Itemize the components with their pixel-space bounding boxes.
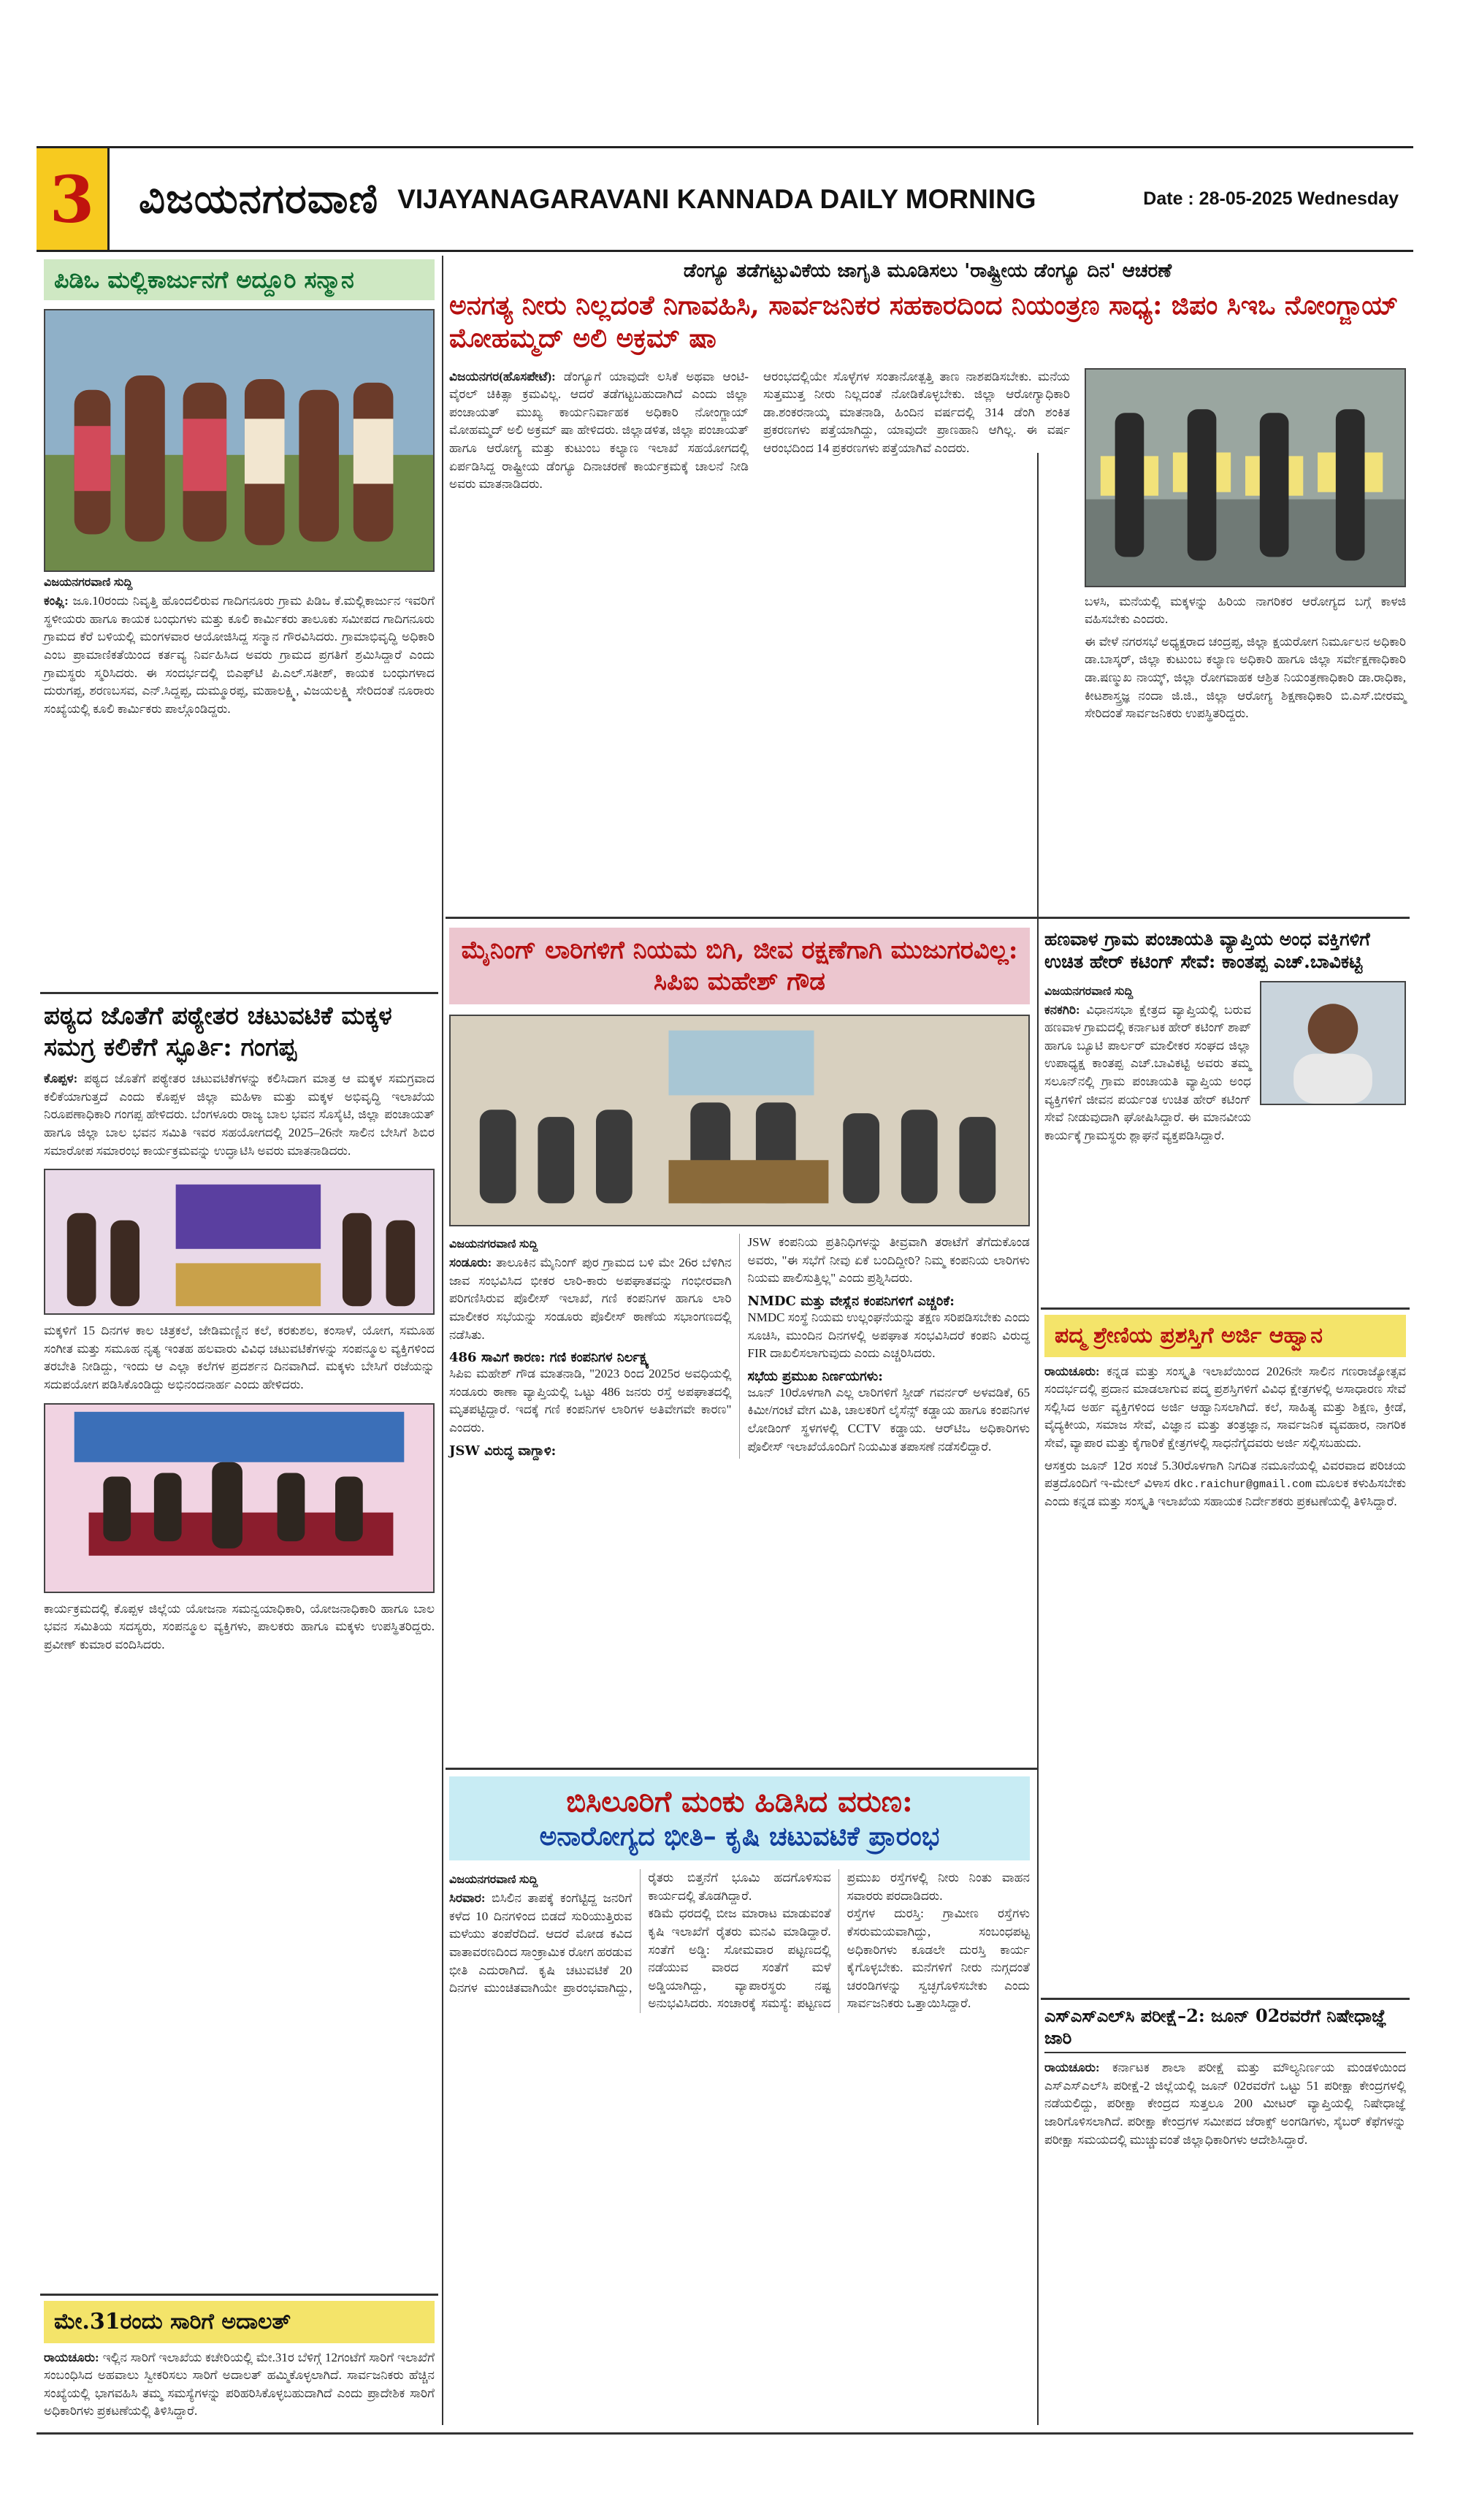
section-divider — [1041, 1998, 1410, 2000]
byline: ವಿಜಯನಗರವಾಣಿ ಸುದ್ದಿ — [1044, 985, 1134, 998]
article-body — [449, 1254, 732, 1344]
column-divider — [442, 256, 443, 2425]
dateline: ಸಂಡೂರು: — [449, 1256, 492, 1269]
headline: ಮೈನಿಂಗ್ ಲಾರಿಗಳಿಗೆ ನಿಯಮ ಬಿಗಿ, ಜೀವ ರಕ್ಷಣೆಗಾಗಿ ಮುಜುಗರವಿಲ್ಲ: ಸಿಪಿಐ ಮಹೇಶ್ ಗೌಡ — [449, 928, 1030, 1004]
subheading-body: ಸಿಪಿಐ ಮಹೇಶ್ ಗೌಡ ಮಾತನಾಡಿ, "2023 ರಿಂದ 2025ರ ಅವಧಿಯಲ್ಲಿ ಸಂಡೂರು ಠಾಣಾ ವ್ಯಾಪ್ತಿಯಲ್ಲಿ ಒಟ್ಟು 486 ಜನರು ರಸ್ತೆ ಅಪಘಾತದಲ್ಲಿ ಮೃತಪಟ್ಟಿದ್ದಾರೆ. ಇದಕ್ಕೆ ಗಣಿ ಕಂಪನಿಗಳ ಲಾರಿಗಳ ಅತಿವೇಗವೇ ಕಾರಣ" ಎಂದರು. — [449, 1367, 732, 1435]
section-divider — [40, 2294, 438, 2296]
article-body-closing: ರಸ್ತೆಗಳ ದುರಸ್ತಿ: ಗ್ರಾಮೀಣ ರಸ್ತೆಗಳು ಕೆಸರುಮಯವಾಗಿದ್ದು, ಸಂಬಂಧಪಟ್ಟ ಅಧಿಕಾರಿಗಳು ಕೂಡಲೇ ದುರಸ್ತಿ ಕಾರ್ಯ ಕೈಗೊಳ್ಳಬೇಕು. ಮನೆಗಳಿಗೆ ನೀರು ನುಗ್ಗದಂತೆ ಚರಂಡಿಗಳನ್ನು ಸ್ವಚ್ಛಗೊಳಿಸಬೇಕು ಎಂದು ಸಾರ್ವಜನಿಕರು ಒತ್ತಾಯಿಸಿದ್ದಾರೆ. — [846, 1906, 1030, 2011]
dateline: ರಾಯಚೂರು: — [1044, 2061, 1100, 2074]
article-body-col1 — [449, 368, 749, 494]
article-body-closing: ಕಾರ್ಯಕ್ರಮದಲ್ಲಿ ಕೊಪ್ಪಳ ಜಿಲ್ಲೆಯ ಯೋಜನಾ ಸಮನ್ವಯಾಧಿಕಾರಿ, ಯೋಜನಾಧಿಕಾರಿ ಹಾಗೂ ಬಾಲ ಭವನ ಸಮಿತಿಯ ಸದಸ್ಯರು, ಸಂಪನ್ಮೂಲ ವ್ಯಕ್ತಿಗಳು, ಪಾಲಕರು ಹಾಗೂ ಮಕ್ಕಳು ಉಪಸ್ಥಿತರಿದ್ದರು. ಪ್ರವೀಣ್ ಕುಮಾರ ವಂದಿಸಿದರು. — [44, 1601, 435, 1652]
dateline: ವಿಜಯನಗರ(ಹೊಸಪೇಟೆ): — [449, 369, 556, 383]
page-bottom-rule — [37, 2432, 1413, 2435]
body-text: ತಾಲೂಕಿನ ಮೈನಿಂಗ್ ಪುರ ಗ್ರಾಮದ ಬಳಿ ಮೇ 26ರ ಬೆಳಿಗಿನ ಜಾವ ಸಂಭವಿಸಿದ ಭೀಕರ ಲಾರಿ-ಕಾರು ಅಪಘಾತವನ್ನು ಗಂಭೀರವಾಗಿ ಪರಿಗಣಿಸಿರುವ ಪೊಲೀಸ್ ಇಲಾಖೆ, ಗಣಿ ಕಂಪನಿಗಳ ಹಾಗೂ ಲಾರಿ ಮಾಲೀಕರ ಸಭೆಯನ್ನು ಸಂಡೂರು ಪೊಲೀಸ್ ಠಾಣೆಯ ಸಭಾಂಗಣದಲ್ಲಿ ನಡೆಸಿತು. — [449, 1256, 732, 1342]
headline: ಪಠ್ಯದ ಜೊತೆಗೆ ಪಠ್ಯೇತರ ಚಟುವಟಿಕೆ ಮಕ್ಕಳ ಸಮಗ್ರ ಕಲಿಕೆಗೆ ಸ್ಫೂರ್ತಿ: ಗಂಗಪ್ಪ — [44, 1001, 392, 1062]
article-body-col2: ಆರಂಭದಲ್ಲಿಯೇ ಸೊಳ್ಳೆಗಳ ಸಂತಾನೋತ್ಪತ್ತಿ ತಾಣ ನಾಶಪಡಿಸಬೇಕು. ಮನೆಯ ಸುತ್ತಮುತ್ತ ನೀರು ನಿಲ್ಲದಂತೆ ನೋಡಿಕೊಳ್ಳಬೇಕು. ಜಿಲ್ಲಾ ಆರೋಗ್ಯಾಧಿಕಾರಿ ಡಾ.ಶಂಕರನಾಯ್ಕ ಮಾತನಾಡಿ, ಹಿಂದಿನ ವರ್ಷದಲ್ಲಿ 314 ಡೆಂಗಿ ಶಂಕಿತ ಪ್ರಕರಣಗಳು ಪತ್ತೆಯಾಗಿದ್ದು, ಯಾವುದೇ ಪ್ರಾಣಹಾನಿ ಆಗಿಲ್ಲ. ಈ ವರ್ಷ ಆರಂಭದಿಂದ 14 ಪ್ರಕರಣಗಳು ಪತ್ತೆಯಾಗಿವೆ ಎಂದರು. — [763, 369, 1070, 456]
body-text: ಡೆಂಗ್ಯೂಗೆ ಯಾವುದೇ ಲಸಿಕೆ ಅಥವಾ ಆಂಟಿ-ವೈರಲ್ ಚಿಕಿತ್ಸಾ ಕ್ರಮವಿಲ್ಲ. ಆದರೆ ತಡೆಗಟ್ಟಬಹುದಾಗಿದೆ ಎಂದು ಜಿಲ್ಲಾ ಪಂಚಾಯತ್ ಮುಖ್ಯ ಕಾರ್ಯನಿರ್ವಾಹಕ ಅಧಿಕಾರಿ ನೋಂಗ್ಜಾಯ್ ಮೋಹಮ್ಮದ್ ಅಲಿ ಅಕ್ರಮ್ ಷಾ ಹೇಳಿದರು. ಜಿಲ್ಲಾಡಳಿತ, ಜಿಲ್ಲಾ ಪಂಚಾಯತ್ ಹಾಗೂ ಆರೋಗ್ಯ ಮತ್ತು ಕುಟುಂಬ ಕಲ್ಯಾಣ ಇಲಾಖೆ ಸಹಯೋಗದಲ್ಲಿ ಏರ್ಪಡಿಸಿದ್ದ ರಾಷ್ಟ್ರೀಯ ಡೆಂಗ್ಯೂ ದಿನಾಚರಣೆ ಕಾರ್ಯಕ್ರಮಕ್ಕೆ ಚಾಲನೆ ನೀಡಿ ಅವರು ಮಾತನಾಡಿದರು. — [449, 369, 749, 492]
newspaper-title-kannada: ವಿಜಯನಗರವಾಣಿ — [139, 175, 379, 223]
dateline: ಸಿರವಾರ: — [449, 1891, 486, 1905]
byline: ವಿಜಯನಗರವಾಣಿ ಸುದ್ದಿ — [449, 1238, 538, 1251]
article-body — [44, 2349, 435, 2421]
body-text: ಜೂ.10ರಂದು ನಿವೃತ್ತಿ ಹೊಂದಲಿರುವ ಗಾದಿಗನೂರು ಗ್ರಾಮ ಪಿಡಿಒ ಕೆ.ಮಲ್ಲಿಕಾರ್ಜುನ ಇವರಿಗೆ ಸ್ಥಳೀಯರು ಹಾಗೂ ಕಾಯಕ ಬಂಧುಗಳು ಮತ್ತು ಕೂಲಿ ಕಾರ್ಮಿಕರು ತಾಲೂಕು ಸಮೀಪದ ಗಾದಿಗನೂರು ಗ್ರಾಮದ ಕೆರೆ ಬಳಿಯಲ್ಲಿ ಮಂಗಳವಾರ ಆಯೋಜಿಸಿದ್ದ ಸನ್ಮಾನ ಗೌರವಿಸಿದರು. ಗ್ರಾಮಾಭಿವೃದ್ಧಿ ಅಧಿಕಾರಿ ಎಂಬ ಪ್ರಾಮಾಣಿಕತೆಯಿಂದ ಕರ್ತವ್ಯ ನಿರ್ವಹಿಸಿದ ಅವರು ಗ್ರಾಮದ ಪ್ರಗತಿಗೆ ಶ್ರಮಿಸಿದ್ದಾರೆ ಎಂದು ಗ್ರಾಮಸ್ಥರು ಸ್ಮರಿಸಿದರು. ಈ ಸಂದರ್ಭದಲ್ಲಿ ಬಿಎಫ್‌ಟಿ ಪಿ.ಎಲ್.ಸತೀಶ್, ಕಾಯಕ ಬಂಧುಗಳಾದ ದುರುಗಪ್ಪ, ಶರಣಬಸವ, ಎನ್.ಸಿದ್ದಪ್ಪ, ದುಮ್ಮೂರಪ್ಪ, ಮಹಾಲಕ್ಷ್ಮಿ, ವಿಜಯಲಕ್ಷ್ಮಿ ಸೇರಿದಂತೆ ನೂರಾರು ಸಂಖ್ಯೆಯಲ್ಲಿ ಕೂಲಿ ಕಾರ್ಮಿಕರು ಪಾಲ್ಗೊಂಡಿದ್ದರು. — [44, 594, 435, 716]
dateline: ರಾಯಚೂರು: — [1044, 1364, 1100, 1378]
subheading-body: NMDC ಸಂಸ್ಥೆ ನಿಯಮ ಉಲ್ಲಂಘನೆಯನ್ನು ತಕ್ಷಣ ಸರಿಪಡಿಸಬೇಕು ಎಂದು ಸೂಚಿಸಿ, ಮುಂದಿನ ದಿನಗಳಲ್ಲಿ ಅಪಘಾತ ಸಂಭವಿಸಿದರೆ ಕಂಪನಿ ವಿರುದ್ಧ FIR ದಾಖಲಿಸಲಾಗುವುದು ಎಂದು ಎಚ್ಚರಿಸಿದರು. — [747, 1310, 1030, 1361]
meeting-photo-icon — [449, 1015, 1030, 1226]
group-photo-icon — [44, 309, 435, 572]
body-text: ಕರ್ನಾಟಕ ಶಾಲಾ ಪರೀಕ್ಷೆ ಮತ್ತು ಮೌಲ್ಯನಿರ್ಣಯ ಮಂಡಳಿಯಿಂದ ಎಸ್‌ಎಸ್‌ಎಲ್‌ಸಿ ಪರೀಕ್ಷೆ-2 ಜಿಲ್ಲೆಯಲ್ಲಿ ಜೂನ್ 02ರವರೆಗೆ ಒಟ್ಟು 51 ಪರೀಕ್ಷಾ ಕೇಂದ್ರಗಳಲ್ಲಿ ನಡೆಯಲಿದ್ದು, ಪರೀಕ್ಷಾ ಕೇಂದ್ರದ ಸುತ್ತಲೂ 200 ಮೀಟರ್ ವ್ಯಾಪ್ತಿಯಲ್ಲಿ ನಿಷೇಧಾಜ್ಞೆ ಜಾರಿಗೊಳಿಸಲಾಗಿದೆ. ಪರೀಕ್ಷಾ ಕೇಂದ್ರಗಳ ಸಮೀಪದ ಜೆರಾಕ್ಸ್ ಅಂಗಡಿಗಳು, ಸೈಬರ್ ಕೆಫೆಗಳನ್ನು ಪರೀಕ್ಷಾ ಸಮಯದಲ್ಲಿ ಮುಚ್ಚುವಂತೆ ಜಿಲ್ಲಾಧಿಕಾರಿಗಳು ಆದೇಶಿಸಿದ್ದಾರೆ. — [1044, 2061, 1406, 2147]
byline: ವಿಜಯನಗರವಾಣಿ ಸುದ್ದಿ — [44, 576, 133, 589]
headline: ಎಸ್‌ಎಸ್‌ಎಲ್‌ಸಿ ಪರೀಕ್ಷೆ–2: ಜೂನ್ 02ರವರೆಗೆ ನಿಷೇಧಾಜ್ಞೆ ಜಾರಿ — [1044, 2005, 1406, 2053]
portrait-photo-icon — [1260, 981, 1406, 1105]
body-text: ಬಿಸಿಲಿನ ತಾಪಕ್ಕೆ ಕಂಗೆಟ್ಟಿದ್ದ ಜನರಿಗೆ ಕಳೆದ 10 ದಿನಗಳಿಂದ ಬಿಡದೆ ಸುರಿಯುತ್ತಿರುವ ಮಳೆಯು ತಂಪೆರೆದಿದೆ. ಆದರೆ ಮೋಡ ಕವಿದ ವಾತಾವರಣದಿಂದ ಸಾಂಕ್ರಾಮಿಕ ರೋಗ ಹರಡುವ ಭೀತಿ ಎದುರಾಗಿದೆ. ಕೃಷಿ ಚಟುವಟಿಕೆ 20 ದಿನಗಳ ಮುಂಚಿತವಾಗಿಯೇ ಪ್ರಾರಂಭವಾಗಿದ್ದು, ರೈತರು ಬಿತ್ತನೆಗೆ ಭೂಮಿ ಹದಗೊಳಿಸುವ ಕಾರ್ಯದಲ್ಲಿ ತೊಡಗಿದ್ದಾರೆ. — [449, 1871, 831, 1996]
article-pdo-felicitation — [44, 259, 435, 718]
article-rain — [449, 1776, 1030, 2013]
dateline: ಕೊಪ್ಪಳ: — [44, 1072, 78, 1085]
article-body — [1044, 2059, 1406, 2149]
article-body-continued — [1044, 1457, 1406, 1511]
email-link[interactable]: dkc.raichur@gmail.com — [1173, 1478, 1312, 1492]
subheading-body: JSW ಕಂಪನಿಯ ಪ್ರತಿನಿಧಿಗಳನ್ನು ತೀವ್ರವಾಗಿ ತರಾಟೆಗೆ ತೆಗೆದುಕೊಂಡ ಅವರು, "ಈ ಸಭೆಗೆ ನೀವು ಏಕೆ ಬಂದಿದ್ದೀರಿ? ನಿಮ್ಮ ಕಂಪನಿಯ ಲಾರಿಗಳು ನಿಯಮ ಪಾಲಿಸುತ್ತಿಲ್ಲ" ಎಂದು ಪ್ರಶ್ನಿಸಿದರು. — [747, 1235, 1030, 1286]
article-body — [44, 1070, 435, 1160]
dateline: ಕಂಪ್ಲಿ: — [44, 594, 69, 608]
dateline: ಕನಕಗಿರಿ: — [1044, 1002, 1080, 1017]
body-text: ಕನ್ನಡ ಮತ್ತು ಸಂಸ್ಕೃತಿ ಇಲಾಖೆಯಿಂದ 2026ನೇ ಸಾಲಿನ ಗಣರಾಜ್ಯೋತ್ಸವ ಸಂದರ್ಭದಲ್ಲಿ ಪ್ರದಾನ ಮಾಡಲಾಗುವ ಪದ್ಮ ಪ್ರಶಸ್ತಿಗಳಿಗೆ ವಿವಿಧ ಕ್ಷೇತ್ರಗಳಲ್ಲಿ ಅಸಾಧಾರಣ ಸೇವೆ ಸಲ್ಲಿಸಿದ ಅರ್ಹ ವ್ಯಕ್ತಿಗಳಿಂದ ಅರ್ಜಿ ಆಹ್ವಾನಿಸಲಾಗಿದೆ. ಕಲೆ, ಸಾಹಿತ್ಯ ಮತ್ತು ಶಿಕ್ಷಣ, ಕ್ರೀಡೆ, ವೈದ್ಯಕೀಯ, ಸಮಾಜ ಸೇವೆ, ವಿಜ್ಞಾನ ಮತ್ತು ತಂತ್ರಜ್ಞಾನ, ಸಾರ್ವಜನಿಕ ವ್ಯವಹಾರ, ನಾಗರಿಕ ಸೇವೆ, ವ್ಯಾಪಾರ ಮತ್ತು ಕೈಗಾರಿಕೆ ಕ್ಷೇತ್ರಗಳಲ್ಲಿ ಸಾಧನೆಗೈದವರು ಅರ್ಜಿ ಸಲ್ಲಿಸಬಹುದು. — [1044, 1364, 1406, 1451]
headline: ಪದ್ಮ ಶ್ರೇಣಿಯ ಪ್ರಶಸ್ತಿಗೆ ಅರ್ಜಿ ಆಹ್ವಾನ — [1044, 1315, 1406, 1357]
headline: ಮೇ.31ರಂದು ಸಾರಿಗೆ ಅದಾಲತ್ — [44, 2301, 435, 2343]
headline: ಅನಗತ್ಯ ನೀರು ನಿಲ್ಲದಂತೆ ನಿಗಾವಹಿಸಿ, ಸಾರ್ವಜನಿಕರ ಸಹಕಾರದಿಂದ ನಿಯಂತ್ರಣ ಸಾಧ್ಯ: ಜಿಪಂ ಸಿಇಒ ನೋಂಗ್ಜಾಯ್ ಮೋಹಮ್ಮದ್ ಅಲಿ ಅಕ್ರಮ್ ಷಾ — [449, 289, 1399, 354]
headline: ಪಿಡಿಒ ಮಲ್ಲಿಕಾರ್ಜುನಗೆ ಅದ್ದೂರಿ ಸನ್ಮಾನ — [44, 259, 435, 300]
body-text: ಮೂಲಕ ಕಳುಹಿಸಬೇಕು ಎಂದು ಕನ್ನಡ ಮತ್ತು ಸಂಸ್ಕೃತಿ ಇಲಾಖೆಯ ಸಹಾಯಕ ನಿರ್ದೇಶಕರು ಪ್ರಕಟಣೆಯಲ್ಲಿ ತಿಳಿಸಿದ್ದಾರೆ. — [1044, 1476, 1406, 1509]
headline: ಬಿಸಿಲೂರಿಗೆ ಮಂಕು ಹಿಡಿಸಿದ ವರುಣ: — [566, 1784, 913, 1819]
newspaper-title-english: VIJAYANAGARAVANI KANNADA DAILY MORNING — [397, 183, 1036, 214]
masthead — [37, 146, 1413, 252]
page-number: 3 — [37, 148, 110, 250]
photo-caption: ಬಳಸಿ, ಮನೆಯಲ್ಲಿ ಮಕ್ಕಳನ್ನು ಹಿರಿಯ ನಾಗರಿಕರ ಆರೋಗ್ಯದ ಬಗ್ಗೆ ಕಾಳಜಿ ವಹಿಸಬೇಕು ಎಂದರು. — [1085, 594, 1406, 627]
article-tourism-summer-camp — [44, 1001, 435, 1654]
section-divider — [40, 992, 438, 994]
article-sslc-exam — [1044, 2005, 1406, 2149]
article-transport-adalat — [44, 2301, 435, 2421]
subheading: ಸಭೆಯ ಪ್ರಮುಖ ನಿರ್ಣಯಗಳು: — [747, 1368, 883, 1384]
body-text: ಆಸಕ್ತರು ಜೂನ್ 12ರ ಸಂಜೆ 5.30ರೊಳಗಾಗಿ ನಿಗದಿತ ನಮೂನೆಯಲ್ಲಿ ವಿವರವಾದ ಪರಿಚಯ ಪತ್ರದೊಂದಿಗೆ ಇ-ಮೇಲ್ ವಿಳಾಸ — [1044, 1458, 1406, 1491]
article-body — [44, 592, 435, 718]
body-text: ಇಲ್ಲಿನ ಸಾರಿಗೆ ಇಲಾಖೆಯ ಕಚೇರಿಯಲ್ಲಿ ಮೇ.31ರ ಬೆಳಿಗ್ಗೆ 12ಗಂಟೆಗೆ ಸಾರಿಗೆ ಇಲಾಖೆಗೆ ಸಂಬಂಧಿಸಿದ ಅಹವಾಲು ಸ್ವೀಕರಿಸಲು ಸಾರಿಗೆ ಅದಾಲತ್ ಹಮ್ಮಿಕೊಳ್ಳಲಾಗಿದೆ. ಸಾರ್ವಜನಿಕರು ಹೆಚ್ಚಿನ ಸಂಖ್ಯೆಯಲ್ಲಿ ಭಾಗವಹಿಸಿ ತಮ್ಮ ಸಮಸ್ಯೆಗಳನ್ನು ಪರಿಹರಿಸಿಕೊಳ್ಳಬಹುದಾಗಿದೆ ಎಂದು ಪ್ರಾದೇಶಿಕ ಸಾರಿಗೆ ಅಧಿಕಾರಿಗಳು ಪ್ರಕಟಣೆಯಲ್ಲಿ ತಿಳಿಸಿದ್ದಾರೆ. — [44, 2350, 435, 2418]
stage-photo-icon — [44, 1403, 435, 1593]
body-text: ಪಠ್ಯದ ಜೊತೆಗೆ ಪಠ್ಯೇತರ ಚಟುವಟಿಕೆಗಳನ್ನು ಕಲಿಸಿದಾಗ ಮಾತ್ರ ಆ ಮಕ್ಕಳ ಸಮಗ್ರವಾದ ಕಲಿಕೆಯಾಗುತ್ತದೆ ಎಂದು ಕೊಪ್ಪಳ ಜಿಲ್ಲಾ ಮಹಿಳಾ ಮತ್ತು ಮಕ್ಕಳ ಅಭಿವೃದ್ಧಿ ಇಲಾಖೆಯ ನಿರೂಪಣಾಧಿಕಾರಿ ಗಂಗಪ್ಪ ಹೇಳಿದರು. ಬೆಂಗಳೂರು ರಾಜ್ಯ ಬಾಲ ಭವನ ಸೊಸೈಟಿ, ಜಿಲ್ಲಾ ಪಂಚಾಯತ್ ಹಾಗೂ ಜಿಲ್ಲಾ ಬಾಲ ಭವನ ಸಮಿತಿ ಇವರ ಸಹಯೋಗದಲ್ಲಿ 2025–26ನೇ ಸಾಲಿನ ಬೇಸಿಗೆ ಶಿಬಿರ ಸಮಾರೋಪ ಸಮಾರಂಭ ಕಾರ್ಯಕ್ರಮವನ್ನು ಉದ್ಘಾಟಿಸಿ ಅವರು ಮಾತನಾಡಿದರು. — [44, 1072, 435, 1158]
article-dengue-day — [449, 259, 1406, 723]
event-photo-icon — [44, 1169, 435, 1315]
article-body-col3: ಈ ವೇಳೆ ನಗರಸಭೆ ಅಧ್ಯಕ್ಷರಾದ ಚಂದ್ರಪ್ಪ, ಜಿಲ್ಲಾ ಕ್ಷಯರೋಗ ನಿರ್ಮೂಲನ ಅಧಿಕಾರಿ ಡಾ.ಬಾಸ್ಕರ್, ಜಿಲ್ಲಾ ಕುಟುಂಬ ಕಲ್ಯಾಣ ಅಧಿಕಾರಿ ಹಾಗೂ ಜಿಲ್ಲಾ ಸರ್ವೇಕ್ಷಣಾಧಿಕಾರಿ ಡಾ.ಷಣ್ಮುಖ ನಾಯ್ಕ್, ಜಿಲ್ಲಾ ರೋಗವಾಹಕ ಆಶ್ರಿತ ನಿಯಂತ್ರಣಾಧಿಕಾರಿ ಡಾ.ರಾಧಿಕಾ, ಕೀಟಶಾಸ್ತ್ರಜ್ಞ ನಂದಾ ಜಿ.ಜಿ., ಜಿಲ್ಲಾ ಆರೋಗ್ಯ ಶಿಕ್ಷಣಾಧಿಕಾರಿ ಬಿ.ಎಸ್.ಬೀರಮ್ಮ ಸೇರಿದಂತೆ ಸಾರ್ವಜನಿಕರು ಉಪಸ್ಥಿತರಿದ್ದರು. — [1085, 634, 1406, 721]
section-divider — [446, 1768, 1037, 1770]
subheading: 486 ಸಾವಿಗೆ ಕಾರಣ: ಗಣಿ ಕಂಪನಿಗಳ ನಿರ್ಲಕ್ಷ್ಯ — [449, 1350, 649, 1366]
issue-date: Date : 28-05-2025 Wednesday — [1143, 188, 1399, 209]
subheading-body: ಜೂನ್ 10ರೊಳಗಾಗಿ ಎಲ್ಲ ಲಾರಿಗಳಿಗೆ ಸ್ಪೀಡ್ ಗವರ್ನರ್ ಅಳವಡಿಕೆ, 65 ಕಿಮೀ/ಗಂಟೆ ವೇಗ ಮಿತಿ, ಚಾಲಕರಿಗೆ ಲೈಸೆನ್ಸ್ ಕಡ್ಡಾಯ ಹಾಗೂ ಕಂಪನಿಗಳ ಲೋಡಿಂಗ್ ಸ್ಥಳಗಳಲ್ಲಿ CCTV ಕಡ್ಡಾಯ. ಆರ್‌ಟಿಒ ಅಧಿಕಾರಿಗಳು ಪೊಲೀಸ್ ಇಲಾಖೆಯೊಂದಿಗೆ ನಿಯಮಿತ ತಪಾಸಣೆ ನಡೆಸಲಿದ್ದಾರೆ. — [747, 1385, 1030, 1454]
subheadline: ಅನಾರೋಗ್ಯದ ಭೀತಿ– ಕೃಷಿ ಚಟುವಟಿಕೆ ಪ್ರಾರಂಭ — [539, 1821, 940, 1852]
subheading: NMDC ಮತ್ತು ವೇಸ್ಲೆನ ಕಂಪನಿಗಳಿಗೆ ಎಚ್ಚರಿಕೆ: — [747, 1293, 955, 1309]
body-text: ವಿಧಾನಸಭಾ ಕ್ಷೇತ್ರದ ವ್ಯಾಪ್ತಿಯಲ್ಲಿ ಬರುವ ಹಣವಾಳ ಗ್ರಾಮದಲ್ಲಿ ಕರ್ನಾಟಕ ಹೇರ್ ಕಟಿಂಗ್ ಶಾಪ್ ಹಾಗೂ ಬ್ಯೂಟಿ ಪಾರ್ಲರ್ ಮಾಲೀಕರ ಸಂಘದ ಜಿಲ್ಲಾ ಉಪಾಧ್ಯಕ್ಷ ಕಾಂತಪ್ಪ ಎಚ್.ಬಾವಿಕಟ್ಟಿ ಅವರು ತಮ್ಮ ಸಲೂನ್‌ನಲ್ಲಿ ಗ್ರಾಮ ಪಂಚಾಯತಿ ವ್ಯಾಪ್ತಿಯ ಅಂಧ ವ್ಯಕ್ತಿಗಳಿಗೆ ಜೀವನ ಪರ್ಯಂತ ಉಚಿತ ಹೇರ್ ಕಟಿಂಗ್ ಸೇವೆ ನೀಡುವುದಾಗಿ ಘೋಷಿಸಿದ್ದಾರೆ. ಈ ಮಾನವೀಯ ಕಾರ್ಯಕ್ಕೆ ಗ್ರಾಮಸ್ಥರು ಶ್ಲಾಘನೆ ವ್ಯಕ್ತಪಡಿಸಿದ್ದಾರೆ. — [1044, 1002, 1252, 1142]
article-padma-awards — [1044, 1315, 1406, 1511]
section-divider — [446, 917, 1410, 919]
kicker: ಡೆಂಗ್ಯೂ ತಡೆಗಟ್ಟುವಿಕೆಯ ಜಾಗೃತಿ ಮೂಡಿಸಲು 'ರಾಷ್ಟ್ರೀಯ ಡೆಂಗ್ಯೂ ದಿನ' ಆಚರಣೆ — [683, 260, 1172, 282]
article-free-haircut — [1044, 928, 1406, 1145]
byline: ವಿಜಯನಗರವಾಣಿ ಸುದ್ದಿ — [449, 1874, 538, 1886]
article-body-continued: ಕಡಿಮೆ ಧರದಲ್ಲಿ ಬೀಜ ಮಾರಾಟ ಮಾಡುವಂತೆ ಕೃಷಿ ಇಲಾಖೆಗೆ ರೈತರು ಮನವಿ ಮಾಡಿದ್ದಾರೆ. ಸಂತೆಗೆ ಅಡ್ಡಿ: ಸೋಮವಾರ ಪಟ್ಟಣದಲ್ಲಿ ನಡೆಯುವ ವಾರದ ಸಂತೆಗೆ ಮಳೆ ಅಡ್ಡಿಯಾಗಿದ್ದು, ವ್ಯಾಪಾರಸ್ಥರು ನಷ್ಟ ಅನುಭವಿಸಿದರು. ಸಂಚಾರಕ್ಕೆ ಸಮಸ್ಯೆ: ಪಟ್ಟಣದ ಪ್ರಮುಖ ರಸ್ತೆಗಳಲ್ಲಿ ನೀರು ನಿಂತು ವಾಹನ ಸವಾರರು ಪರದಾಡಿದರು. — [648, 1871, 1030, 2011]
dateline: ರಾಯಚೂರು: — [44, 2350, 99, 2364]
article-body — [1044, 1363, 1406, 1453]
headline: ಹಣವಾಳ ಗ್ರಾಮ ಪಂಚಾಯತಿ ವ್ಯಾಪ್ತಿಯ ಅಂಧ ವಕ್ತಿಗಳಿಗೆ ಉಚಿತ ಹೇರ್ ಕಟಿಂಗ್ ಸೇವೆ: ಕಾಂತಪ್ಪ ಎಚ್.ಬಾವಿಕಟ್ಟಿ — [1044, 928, 1370, 973]
article-mining-lorries — [449, 928, 1030, 1459]
article-body-continued: ಮಕ್ಕಳಿಗೆ 15 ದಿನಗಳ ಕಾಲ ಚಿತ್ರಕಲೆ, ಜೇಡಿಮಣ್ಣಿನ ಕಲೆ, ಕರಕುಶಲ, ಕಂಸಾಳೆ, ಯೋಗ, ಸಮೂಹ ಸಂಗೀತ ಮತ್ತು ಸಮೂಹ ನೃತ್ಯ ಇಂತಹ ಹಲವಾರು ವಿವಿಧ ಚಟುವಟಿಕೆಗಳನ್ನು ಸಂಪನ್ಮೂಲ ವ್ಯಕ್ತಿಗಳಿಂದ ತರಬೇತಿ ನೀಡಿದ್ದು, ಇಂದು ಆ ಎಲ್ಲಾ ಕಲೆಗಳ ಪ್ರದರ್ಶನ ದಿನವಾಗಿದೆ. ಮಕ್ಕಳು ಬೇಸಿಗೆ ರಜೆಯನ್ನು ಸದುಪಯೋಗ ಪಡಿಸಿಕೊಂಡಿದ್ದು ಅಭಿನಂದನಾರ್ಹ ಎಂದು ಹೇಳಿದರು. — [44, 1324, 435, 1392]
column-divider — [1037, 453, 1039, 2425]
subheading: JSW ವಿರುದ್ಧ ವಾಗ್ದಾಳಿ: — [449, 1443, 557, 1459]
article-body — [1044, 1001, 1251, 1145]
section-divider — [1041, 1307, 1410, 1310]
awareness-rally-photo-icon — [1085, 368, 1406, 587]
